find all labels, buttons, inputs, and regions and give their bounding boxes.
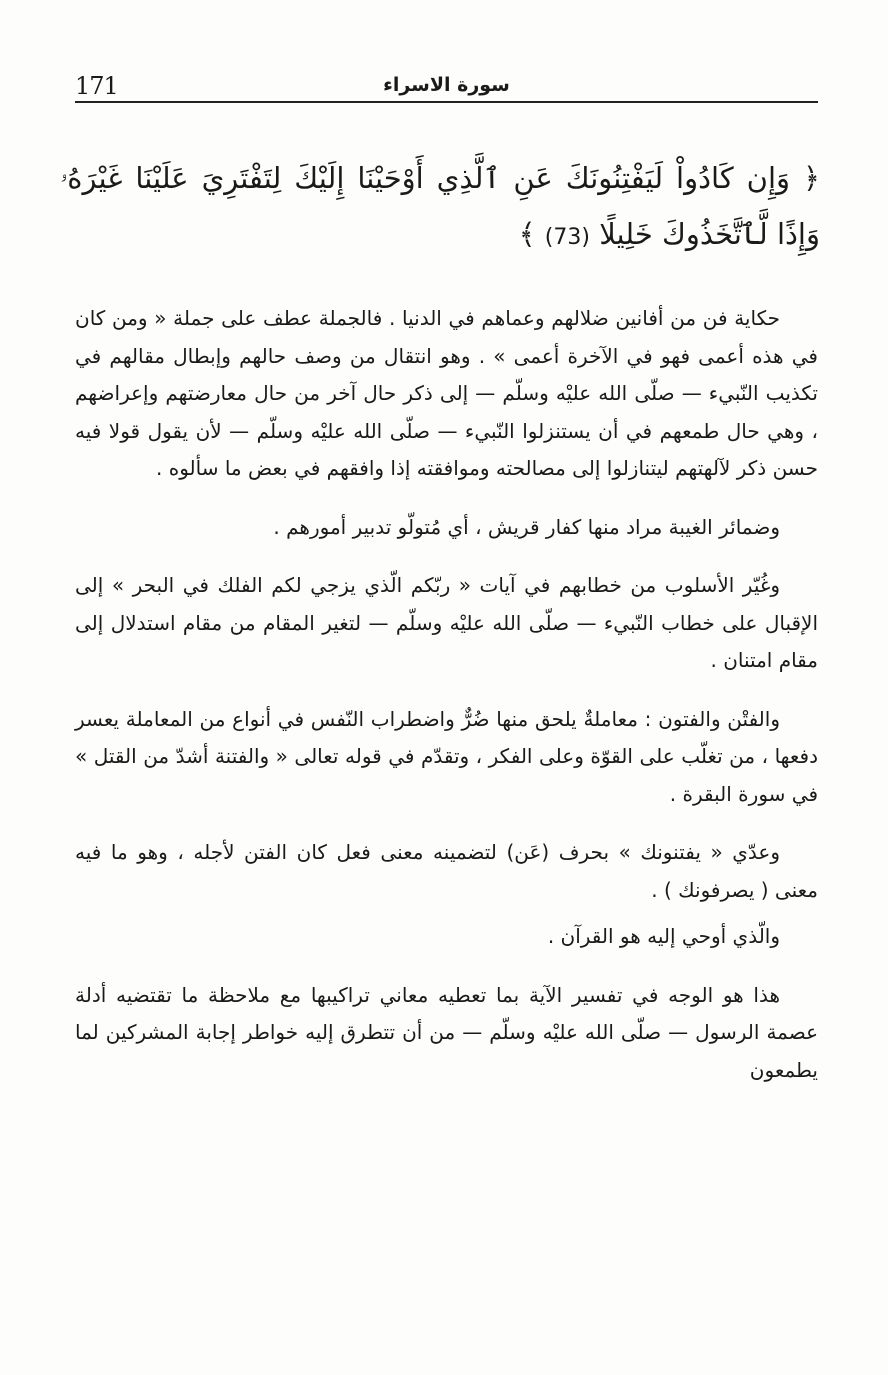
- paragraph: هذا هو الوجه في تفسير الآية بما تعطيه معاني تراكيبها مع ملاحظة ما تقتضيه أدلة عصمة الرسول — صلّى الله عليْه وسلّم — من أن تتطرق إليه خواطر إجابة المشركين لما يطمعون: [75, 982, 818, 1082]
- commentary-body: [75, 300, 818, 1110]
- paragraph: وغُيّر الأسلوب من خطابهم في آيات « ربّكم الّذي يزجي لكم الفلك في البحر » إلى الإقبال على خطاب النّبيء — صلّى الله عليْه وسلّم — لتغير المقام من مقام استدلال إلى مقام امتنان .: [75, 573, 818, 672]
- quran-verse: [60, 150, 820, 266]
- page-header: [75, 70, 818, 104]
- header-rule: [75, 101, 818, 103]
- paragraph: وعدّي « يفتنونك » بحرف (عَن) لتضمينه معنى فعل كان الفتن لأجله ، وهو ما فيه معنى ( يصرفونك ) .: [75, 840, 818, 902]
- verse-open-bracket: ﴿: [803, 161, 821, 195]
- paragraph: والفتْن والفتون : معاملةٌ يلحق منها ضُرٌّ واضطراب النّفس في أنواع من المعاملة يعسر دفعها ، من تغلّب على القوّة وعلى الفكر ، وتقدّم في قوله تعالى « والفتنة أشدّ من القتل » في سورة البقرة .: [75, 706, 818, 806]
- paragraph: والّذي أوحي إليه هو القرآن .: [547, 924, 780, 948]
- verse-close-bracket: ﴾: [518, 217, 536, 251]
- verse-text: وَإِن كَادُواْ لَيَفْتِنُونَكَ عَنِ ٱلَّذِي أَوْحَيْنَا إِلَيْكَ لِتَفْتَرِيَ عَلَيْنَا غَيْرَهُۥ وَإِذًا لَّٱتَّخَذُوكَ خَلِيلًا: [60, 161, 820, 251]
- page-number: 171: [75, 72, 118, 100]
- paragraph: وضمائر الغيبة مراد منها كفار قريش ، أي مُتولّو تدبير أمورهم .: [273, 514, 780, 539]
- running-title: سورة الاسراء: [383, 74, 510, 96]
- paragraph: حكاية فن من أفانين ضلالهم وعماهم في الدنيا . فالجملة عطف على جملة « ومن كان في هذه أعمى فهو في الآخرة أعمى » . وهو انتقال من وصف حالهم وإبطال مقالهم في تكذيب النّبيء — صلّى الله عليْه وسلّم — إلى ذكر حال آخر من حال معارضتهم وإعراضهم ، وهي حال طمعهم في أن يستنزلوا النّبيء — صلّى الله عليْه وسلّم — لأن يقول قولا فيه حسن ذكر لآلهتهم ليتنازلوا إلى مصالحته وموافقته إذا وافقهم في بعض ما سألوه .: [75, 306, 818, 480]
- verse-number: (73): [544, 225, 590, 250]
